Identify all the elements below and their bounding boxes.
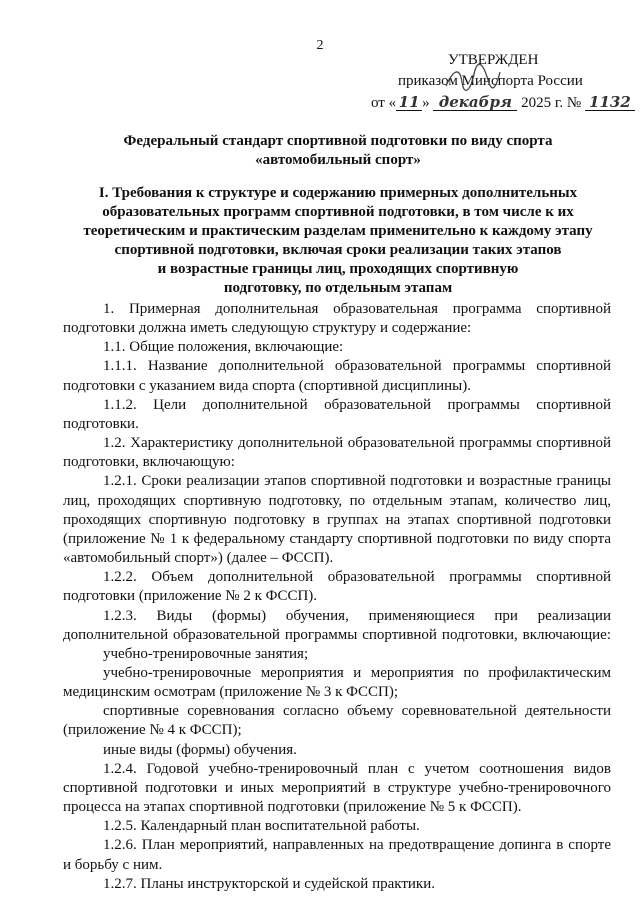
section-title-line: теоретическим и практическим разделам применительно к каждому этапу xyxy=(83,223,593,239)
signature-scribble-icon xyxy=(440,64,504,94)
date-prefix: от « xyxy=(371,95,397,111)
approval-heading: УТВЕРЖДЕН xyxy=(448,52,539,68)
document-title-line: Федеральный стандарт спортивной подготовки по виду спорта xyxy=(123,133,553,149)
body-line: 1. Примерная дополнительная образовательная программа спортивной xyxy=(103,301,611,317)
body-line: 1.2.4. Годовой учебно-тренировочный план с учетом соотношения видов xyxy=(103,760,611,777)
body-line: 1.2.6. План мероприятий, направленных на предотвращение допинга в спорте xyxy=(103,837,611,854)
body-line: подготовки должна иметь следующую структуру и содержание: xyxy=(63,320,472,337)
body-line: «автомобильный спорт») (далее – ФССП). xyxy=(63,550,334,567)
body-line: иные виды (формы) обучения. xyxy=(103,741,297,758)
section-title-line: и возрастные границы лиц, проходящих спортивную xyxy=(157,261,519,277)
body-line: 1.1. Общие положения, включающие: xyxy=(103,339,344,356)
body-line: 1.2.3. Виды (формы) обучения, применяющиеся при реализации xyxy=(103,607,611,624)
body-line: подготовки с указанием вида спорта (спортивной дисциплины). xyxy=(63,377,471,394)
body-line: подготовки. xyxy=(63,415,139,432)
body-line: подготовки, включающую: xyxy=(63,454,235,471)
body-line: 1.2.5. Календарный план воспитательной работы. xyxy=(103,818,420,835)
date-month-handwritten: декабря xyxy=(433,94,517,111)
section-title-line: образовательных программ спортивной подготовки, в том числе к их xyxy=(102,204,574,220)
section-title-line: подготовку, по отдельным этапам xyxy=(223,280,453,296)
body-line: спортивные соревнования согласно объему соревновательной деятельности xyxy=(103,703,611,720)
date-mid: » xyxy=(422,95,430,111)
body-line: и борьбу с ним. xyxy=(63,856,163,873)
document-title xyxy=(60,132,616,170)
approval-block xyxy=(0,0,640,110)
body-line: медицинским осмотрам (приложение № 3 к ФССП); xyxy=(63,684,399,701)
body-line: спортивной подготовки и иных мероприятий в структуре учебно-тренировочного xyxy=(63,779,611,796)
section-title-line: спортивной подготовки, включая сроки реализации таких этапов xyxy=(114,242,562,258)
body-line: дополнительной образовательной программы спортивной подготовки, включающие: xyxy=(63,626,611,643)
body-line: проходящих спортивную подготовку в группах на этапах спортивной подготовки xyxy=(63,511,611,528)
page-number: 2 xyxy=(316,38,324,53)
body-line: учебно-тренировочные мероприятия и мероприятия по профилактическим xyxy=(103,664,611,681)
body-line: подготовки (приложение № 2 к ФССП). xyxy=(63,588,318,605)
body-line: 1.1.1. Название дополнительной образовательной программы спортивной xyxy=(103,358,611,375)
body-line: лиц, проходящих спортивную подготовку, по отдельным этапам, количество лиц, xyxy=(63,492,611,509)
body-line: 1.2.2. Объем дополнительной образовательной программы спортивной xyxy=(103,569,611,586)
document-title-line: «автомобильный спорт» xyxy=(255,152,421,168)
body-line: учебно-тренировочные занятия; xyxy=(103,645,309,662)
body-line: (приложение № 1 к федеральному стандарту спортивной подготовки по виду спорта xyxy=(63,530,611,547)
body-line: процесса на этапах спортивной подготовки (приложение № 5 к ФССП). xyxy=(63,799,522,816)
body-line: 1.1.2. Цели дополнительной образовательной программы спортивной xyxy=(103,396,611,413)
order-number-handwritten: 1132 xyxy=(585,94,635,111)
body-line: 1.2.1. Сроки реализации этапов спортивной подготовки и возрастные границы xyxy=(103,473,611,490)
section-title xyxy=(60,184,616,298)
approval-date-line xyxy=(371,94,635,112)
body-line: (приложение № 4 к ФССП); xyxy=(63,722,242,739)
document-body xyxy=(63,300,611,894)
body-line: 1.2. Характеристику дополнительной образовательной программы спортивной xyxy=(103,435,611,452)
body-line: 1.2.7. Планы инструкторской и судейской практики. xyxy=(103,875,435,892)
approval-order-line: приказом Минспорта России xyxy=(398,73,583,89)
date-day-handwritten: 11 xyxy=(396,94,422,111)
section-title-line: I. Требования к структуре и содержанию примерных дополнительных xyxy=(98,185,578,201)
date-year: 2025 г. № xyxy=(521,95,582,111)
